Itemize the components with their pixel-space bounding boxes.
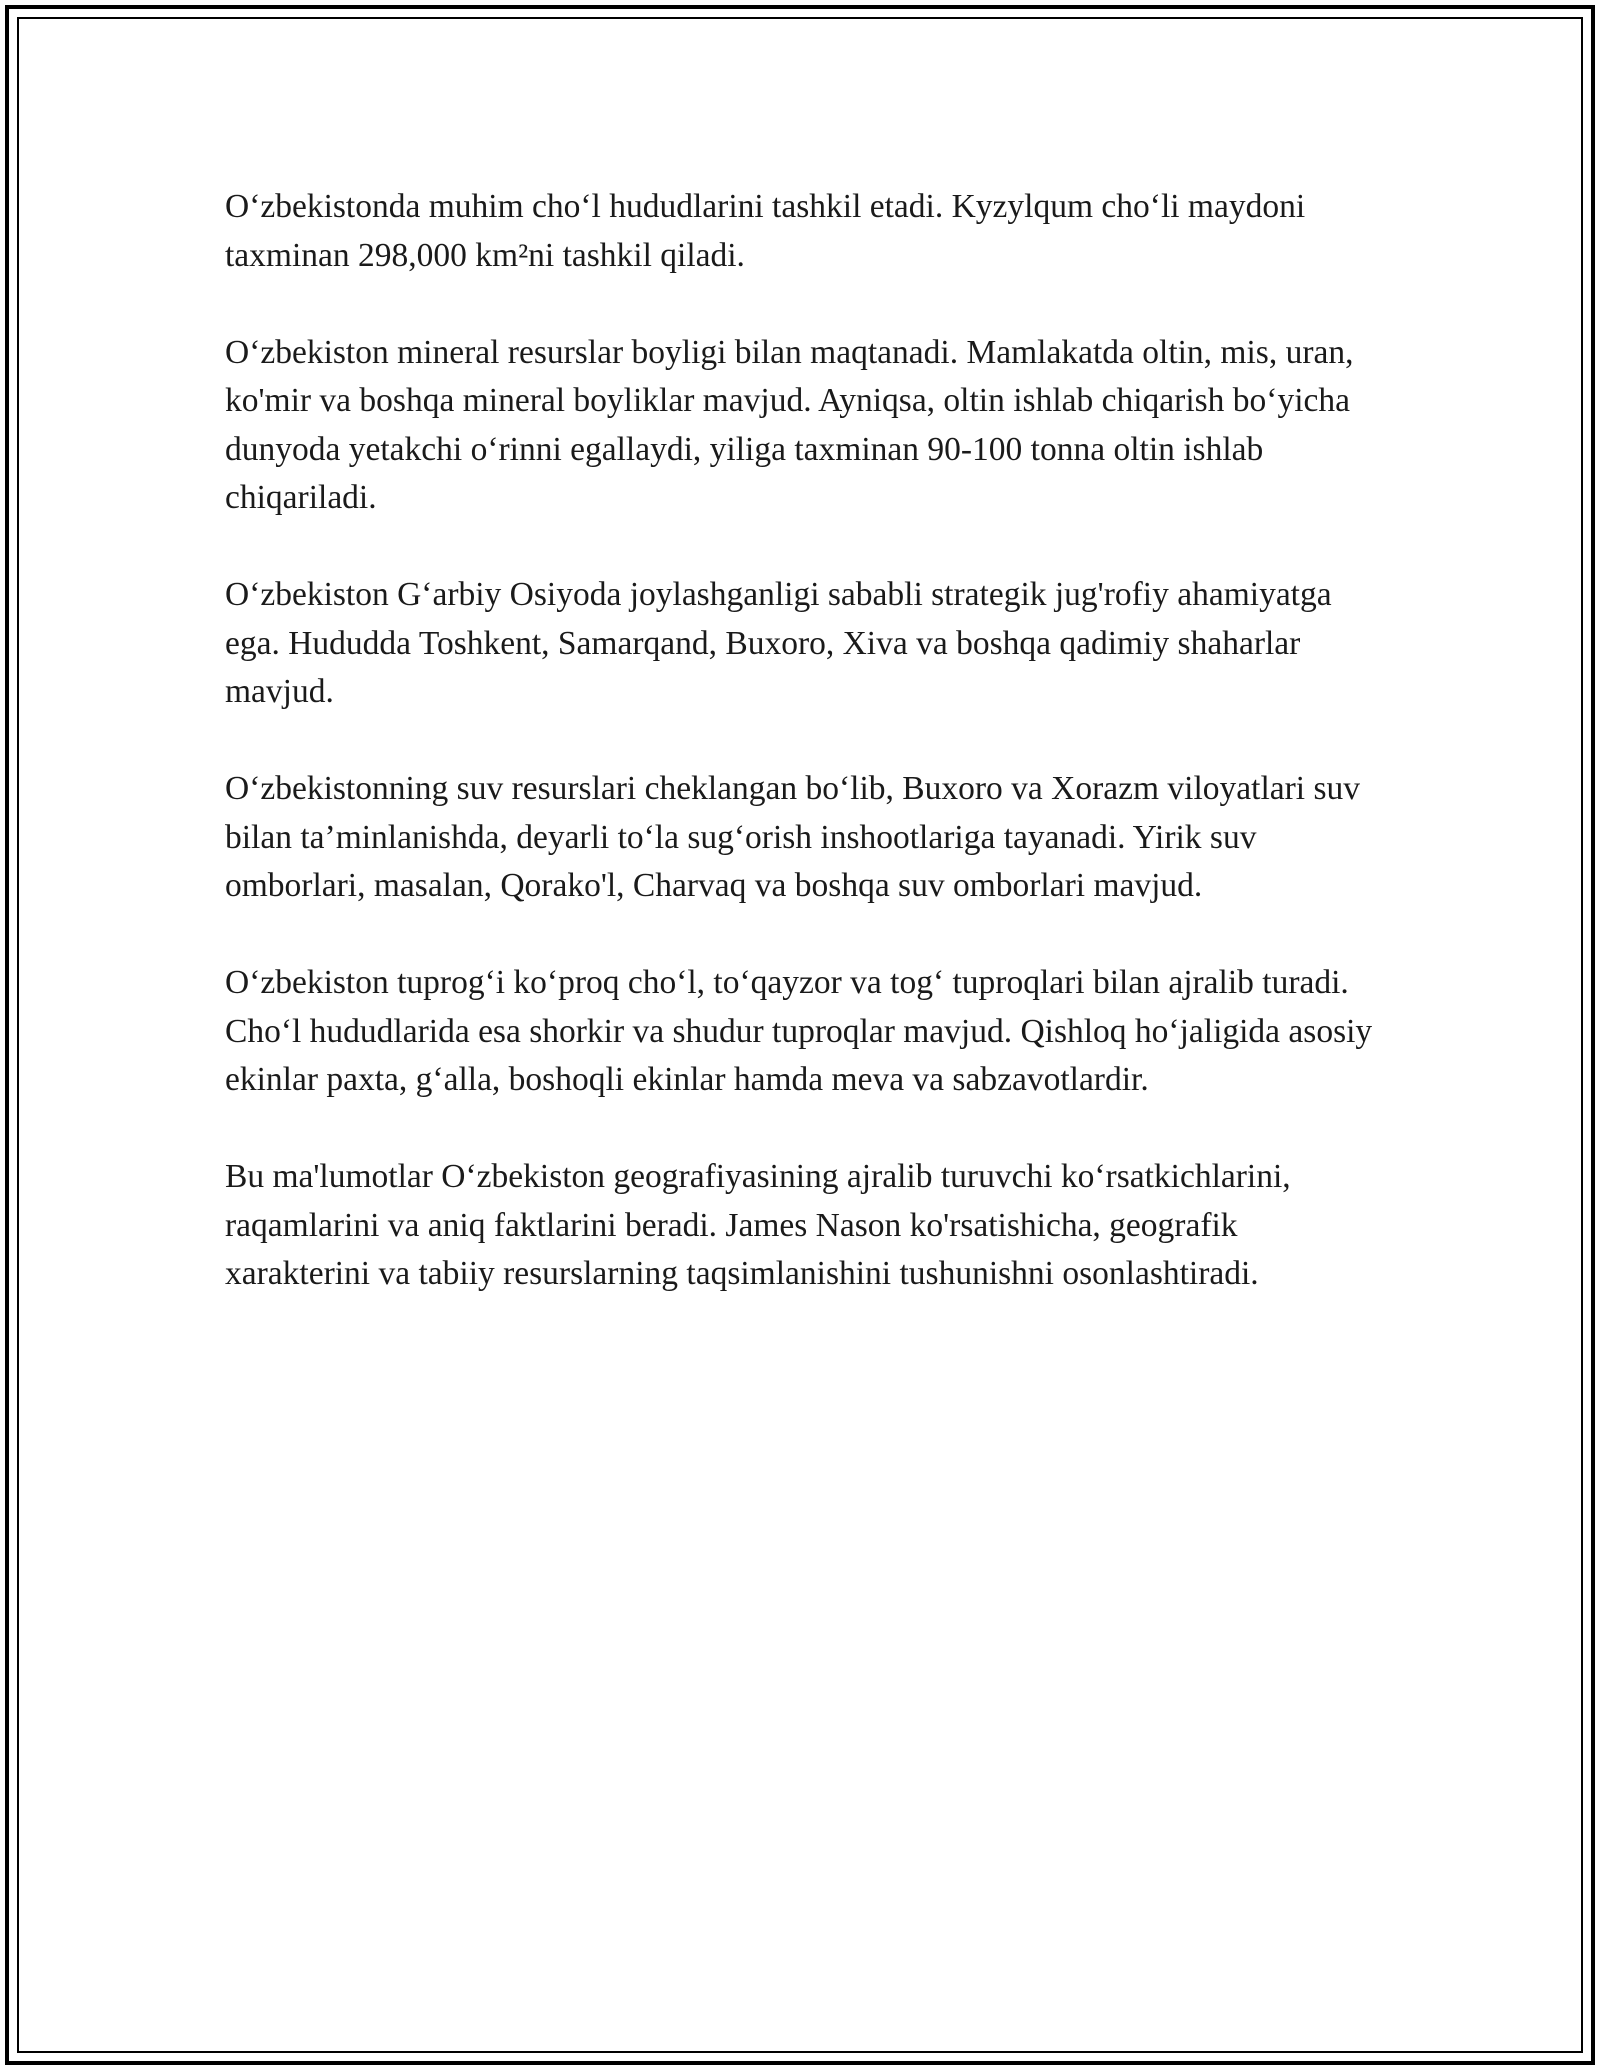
paragraph-minerals: O‘zbekiston mineral resurslar boyligi bilan maqtanadi. Mamlakatda oltin, mis, uran, ko'mir va boshqa mineral boyliklar mavjud. Ayniqsa, oltin ishlab chiqarish bo‘yicha dunyoda yetakchi o‘rinni egallaydi, yiliga taxminan 90-100 tonna oltin ishlab chiqariladi. [225,333,1354,516]
paragraph-summary: Bu ma'lumotlar O‘zbekiston geografiyasining ajralib turuvchi ko‘rsatkichlarini, raqamlarini va aniq faktlarini beradi. James Nason ko'rsatishicha, geografik xarakterini va tabiiy resurslarning taqsimlanishini tushunishni osonlashtiradi. [225,1158,1291,1292]
paragraph-desert: O‘zbekistonda muhim cho‘l hududlarini tashkil etadi. Kyzylqum cho‘li maydoni taxminan 298,000 km²ni tashkil qiladi. [225,188,1306,274]
paragraph-location: O‘zbekiston G‘arbiy Osiyoda joylashganligi sababli strategik jug'rofiy ahamiyatga ega. Hududda Toshkent, Samarqand, Buxoro, Xiva va boshqa qadimiy shaharlar mavjud. [225,576,1332,710]
paragraph-soil: O‘zbekiston tuprog‘i ko‘proq cho‘l, to‘qayzor va tog‘ tuproqlari bilan ajralib turadi. Cho‘l hududlarida esa shorkir va shudur tuproqlar mavjud. Qishloq ho‘jaligida asosiy ekinlar paxta, g‘alla, boshoqli ekinlar hamda meva va sabzavotlardir. [225,964,1373,1098]
paragraph-water: O‘zbekistonning suv resurslari cheklangan bo‘lib, Buxoro va Xorazm viloyatlari suv bilan ta’minlanishda, deyarli to‘la sug‘orish inshootlariga tayanadi. Yirik suv omborlari, masalan, Qorako'l, Charvaq va boshqa suv omborlari mavjud. [225,770,1361,904]
document-body [225,183,1380,1347]
